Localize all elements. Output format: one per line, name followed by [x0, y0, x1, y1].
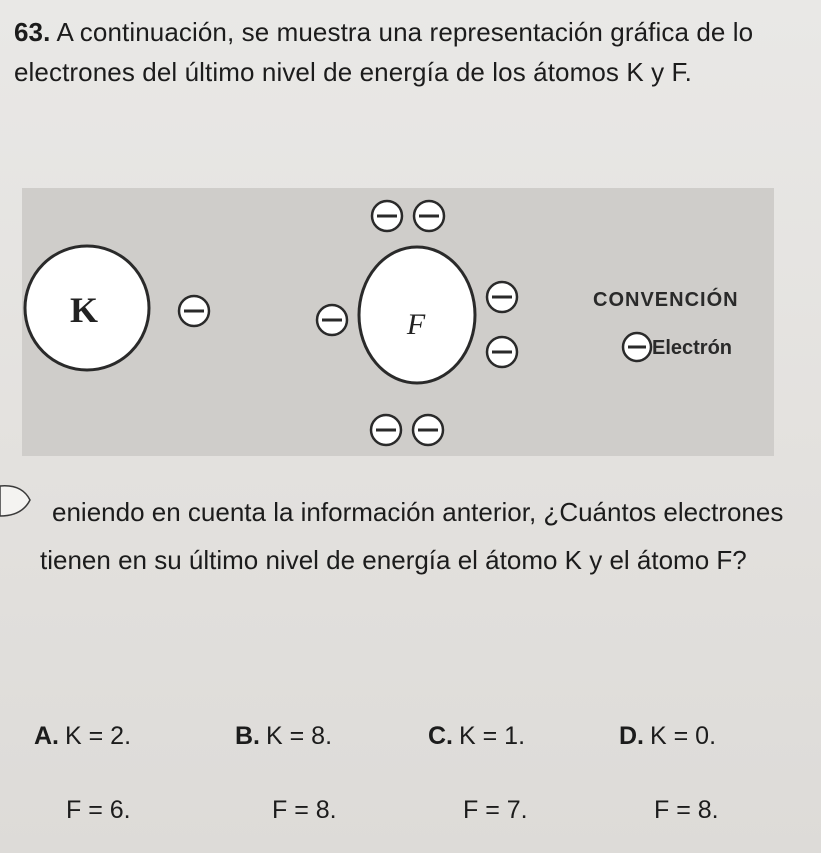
question-63	[14, 12, 804, 92]
question-followup	[40, 488, 810, 584]
electron-icon	[372, 201, 402, 231]
question-number: 63.	[14, 17, 51, 47]
option-d-k[interactable]: D. K = 0.	[619, 722, 717, 750]
electron-icon	[414, 201, 444, 231]
electron-icon	[317, 305, 347, 335]
electron-icon	[487, 282, 517, 312]
options-k-row	[0, 722, 821, 762]
hole-punch-mark	[0, 478, 36, 522]
electron-icon	[371, 415, 401, 445]
option-b-f[interactable]: F = 8.	[272, 796, 337, 824]
question-followup-text: eniendo en cuenta la información anterior, ¿Cuántos electrones tienen en su último nivel de energía el átomo K y el átomo F?	[40, 497, 784, 575]
option-c-k[interactable]: C. K = 1.	[428, 722, 526, 750]
electron-icon	[179, 296, 209, 326]
legend-title: CONVENCIÓN	[593, 289, 739, 311]
option-a-f[interactable]: F = 6.	[66, 796, 131, 824]
atom-f-label: F	[406, 308, 426, 341]
options-f-row	[0, 796, 821, 836]
atom-diagram	[22, 188, 774, 456]
atom-diagram-svg	[22, 188, 774, 456]
legend-electron-icon	[623, 333, 651, 361]
option-d-f[interactable]: F = 8.	[654, 796, 719, 824]
atom-k-label: K	[69, 290, 99, 330]
electron-icon	[413, 415, 443, 445]
option-c-f[interactable]: F = 7.	[463, 796, 528, 824]
legend-item-label: Electrón	[652, 337, 733, 359]
question-text: A continuación, se muestra una representación gráfica de lo electrones del último nivel de energía de los átomos K y F.	[14, 17, 754, 87]
option-a-k[interactable]: A. K = 2.	[34, 722, 132, 750]
electron-icon	[487, 337, 517, 367]
option-b-k[interactable]: B. K = 8.	[235, 722, 333, 750]
